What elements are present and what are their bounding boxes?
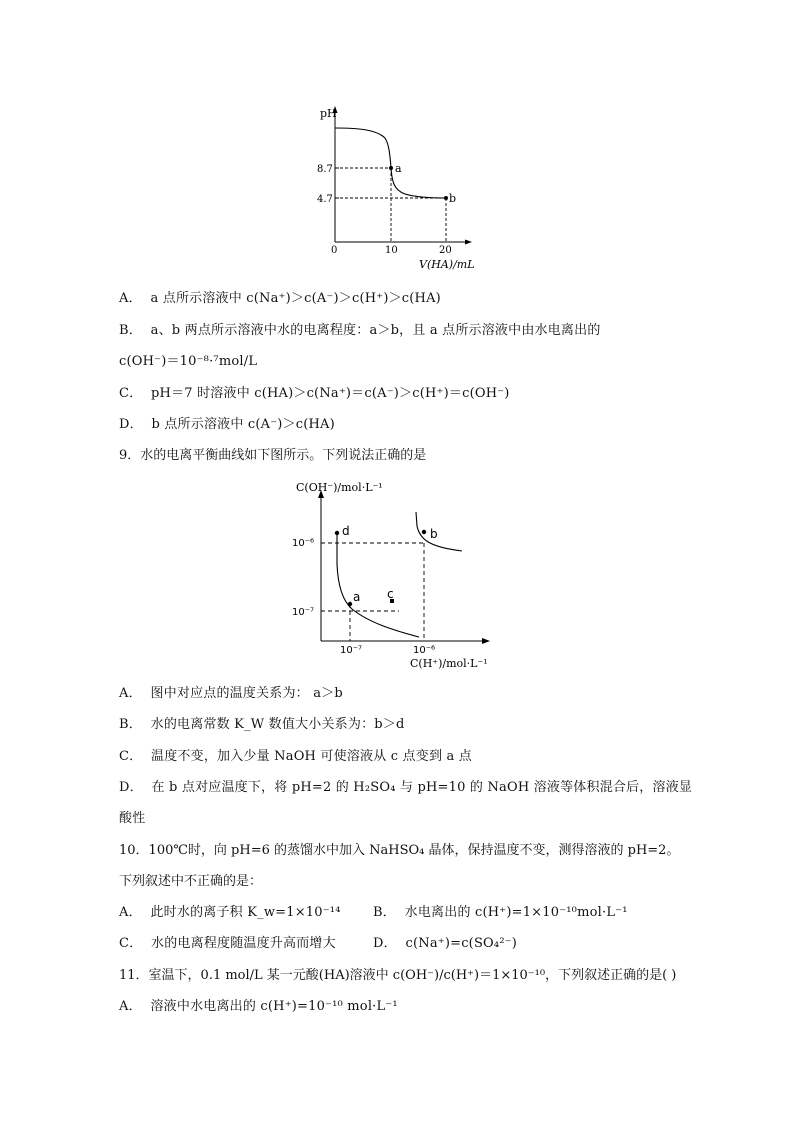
option-text: 酸性 xyxy=(119,811,146,826)
q8-option-d xyxy=(119,416,335,434)
option-text: b 点所示溶液中 c(A⁻)＞c(HA) xyxy=(151,417,335,432)
q10-option-b xyxy=(373,904,628,922)
q10-stem-continued: 下列叙述中不正确的是： xyxy=(119,874,263,889)
q10-option-d xyxy=(373,935,517,953)
x-tick-1e-7: 10⁻⁷ xyxy=(340,645,363,656)
option-text: 水电离出的 c(H⁺)=1×10⁻¹⁰mol·L⁻¹ xyxy=(404,905,628,920)
option-letter: D． xyxy=(373,936,397,951)
point-a-label: a xyxy=(353,590,361,604)
y-tick-4-7: 4.7 xyxy=(317,194,333,205)
y-axis-label: pH xyxy=(320,107,337,120)
q11-stem: 11．室温下，0.1 mol/L 某一元酸(HA)溶液中 c(OH⁻)/c(H⁺)＝1×10⁻¹⁰，下列叙述正确的是( ) xyxy=(119,968,677,983)
q9-option-d-continued xyxy=(119,810,145,828)
water-ionization-figure xyxy=(288,474,500,674)
option-text: c(OH⁻)＝10⁻⁸·⁷mol/L xyxy=(119,354,258,369)
option-text: 在 b 点对应温度下，将 pH=2 的 H₂SO₄ 与 pH=10 的 NaOH 溶液等体积混合后，溶液显 xyxy=(151,780,693,795)
option-letter: C． xyxy=(119,386,143,401)
point-b-marker xyxy=(444,196,448,200)
q10-option-a xyxy=(119,904,341,922)
isotherm-low xyxy=(337,533,419,637)
x-tick-1e-6: 10⁻⁶ xyxy=(413,645,436,656)
q11-option-a xyxy=(119,998,398,1016)
y-tick-1e-6: 10⁻⁶ xyxy=(292,538,315,549)
option-letter: B． xyxy=(119,717,142,732)
point-b-marker xyxy=(422,530,426,534)
y-axis-label: C(OH⁻)/mol·L⁻¹ xyxy=(296,481,383,494)
option-text: 溶液中水电离出的 c(H⁺)=10⁻¹⁰ mol·L⁻¹ xyxy=(150,999,398,1014)
option-text: a 点所示溶液中 c(Na⁺)＞c(A⁻)＞c(H⁺)＞c(HA) xyxy=(150,291,441,306)
x-tick-20: 20 xyxy=(439,245,452,256)
q8-option-b-continued xyxy=(119,353,257,371)
option-letter: B． xyxy=(119,323,142,338)
y-tick-1e-7: 10⁻⁷ xyxy=(292,607,315,618)
point-a-marker xyxy=(348,602,352,606)
option-letter: C． xyxy=(119,749,143,764)
option-letter: A． xyxy=(119,999,142,1014)
option-letter: D． xyxy=(119,417,143,432)
point-d-label: d xyxy=(342,524,350,538)
x-axis-label: V(HA)/mL xyxy=(419,258,475,271)
option-text: a、b 两点所示溶液中水的电离程度：a＞b，且 a 点所示溶液中由水电离出的 xyxy=(150,323,601,338)
q8-option-a xyxy=(119,290,441,308)
option-text: 图中对应点的温度关系为： a＞b xyxy=(150,686,343,701)
titration-curve xyxy=(335,128,446,198)
option-letter: A． xyxy=(119,686,142,701)
option-text: 此时水的离子积 K_w=1×10⁻¹⁴ xyxy=(150,905,341,920)
x-axis-arrow xyxy=(465,240,472,245)
option-text: 水的电离程度随温度升高而增大 xyxy=(151,936,336,951)
point-d-marker xyxy=(335,531,339,535)
option-letter: A． xyxy=(119,905,142,920)
q10-stem: 10．100℃时，向 pH=6 的蒸馏水中加入 NaHSO₄ 晶体，保持温度不变，测得溶液的 pH=2。 xyxy=(119,843,680,858)
point-c-label: c xyxy=(387,587,394,601)
point-a-marker xyxy=(389,166,393,170)
q9-option-b xyxy=(119,716,405,734)
option-text: 温度不变，加入少量 NaOH 可使溶液从 c 点变到 a 点 xyxy=(151,749,472,764)
x-tick-10: 10 xyxy=(385,245,398,256)
option-letter: B． xyxy=(373,905,396,920)
point-a-label: a xyxy=(395,162,402,175)
x-tick-0: 0 xyxy=(331,245,338,256)
y-tick-8-7: 8.7 xyxy=(317,164,333,175)
titration-curve-figure xyxy=(315,100,485,272)
q10-option-c xyxy=(119,935,336,953)
option-text: pH＝7 时溶液中 c(HA)＞c(Na⁺)＝c(A⁻)＞c(H⁺)＝c(OH⁻) xyxy=(151,386,510,401)
option-text: c(Na⁺)=c(SO₄²⁻) xyxy=(405,936,518,951)
option-letter: C． xyxy=(119,936,143,951)
q9-stem: 9．水的电离平衡曲线如下图所示。下列说法正确的是 xyxy=(119,448,427,463)
x-axis-label: C(H⁺)/mol·L⁻¹ xyxy=(410,657,488,670)
q9-option-a xyxy=(119,685,343,703)
x-axis-arrow xyxy=(482,638,490,644)
option-text: 水的电离常数 K_W 数值大小关系为：b＞d xyxy=(150,717,405,732)
q8-option-c xyxy=(119,385,510,403)
point-b-label: b xyxy=(430,527,438,541)
option-letter: D． xyxy=(119,780,143,795)
q9-option-d xyxy=(119,779,692,797)
q9-option-c xyxy=(119,748,472,766)
point-b-label: b xyxy=(449,192,457,205)
option-letter: A． xyxy=(119,291,142,306)
q8-option-b xyxy=(119,322,601,340)
